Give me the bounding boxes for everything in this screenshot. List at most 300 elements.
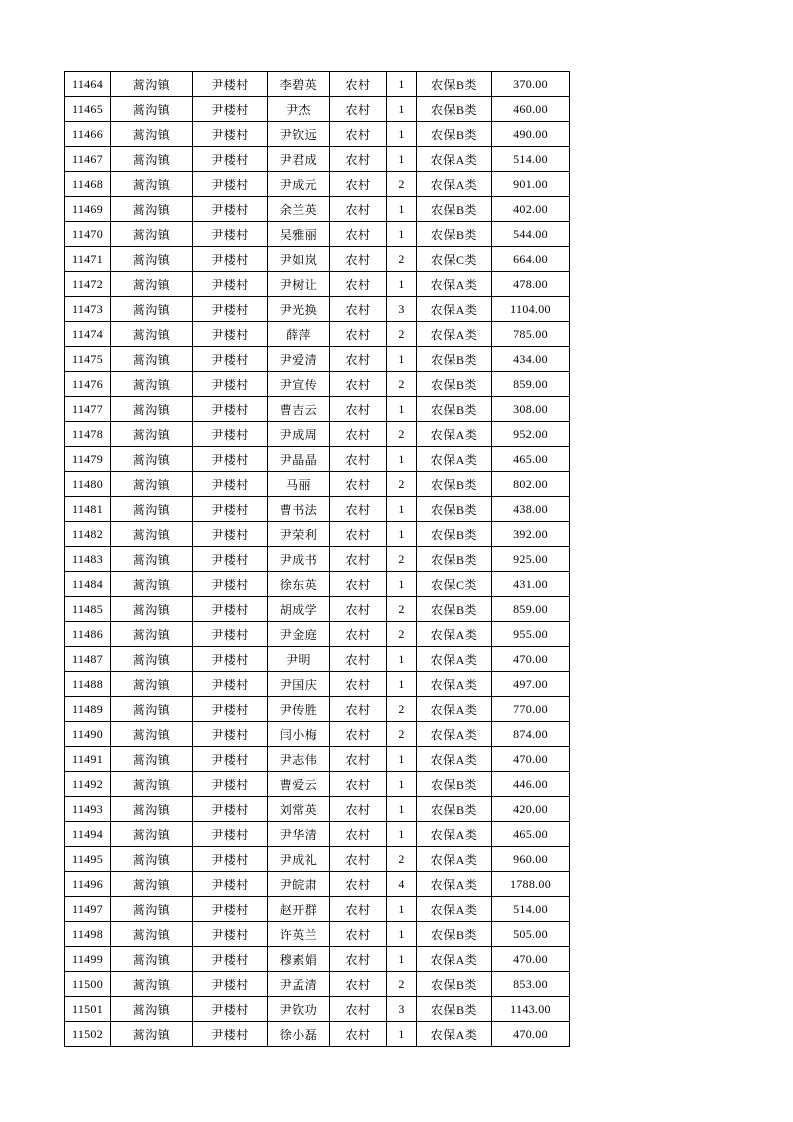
cell-record-id: 11486 [65, 622, 111, 647]
table-row [65, 122, 570, 147]
cell-area-type: 农村 [330, 447, 387, 472]
cell-person-name: 尹志伟 [268, 747, 330, 772]
cell-amount: 465.00 [492, 447, 570, 472]
cell-person-name: 尹成周 [268, 422, 330, 447]
cell-insurance-category: 农保B类 [417, 597, 492, 622]
cell-insurance-category: 农保B类 [417, 397, 492, 422]
cell-amount: 901.00 [492, 172, 570, 197]
cell-insurance-category: 农保B类 [417, 472, 492, 497]
cell-person-name: 尹国庆 [268, 672, 330, 697]
table-row [65, 572, 570, 597]
cell-village: 尹楼村 [193, 897, 268, 922]
cell-person-count: 1 [387, 672, 417, 697]
table-row [65, 522, 570, 547]
table-row [65, 697, 570, 722]
cell-person-name: 尹树让 [268, 272, 330, 297]
cell-person-name: 马丽 [268, 472, 330, 497]
cell-area-type: 农村 [330, 372, 387, 397]
payment-record-table [64, 71, 570, 1047]
cell-area-type: 农村 [330, 947, 387, 972]
cell-person-count: 2 [387, 972, 417, 997]
table-row [65, 497, 570, 522]
cell-record-id: 11466 [65, 122, 111, 147]
cell-town: 蒿沟镇 [111, 597, 193, 622]
cell-person-name: 尹华清 [268, 822, 330, 847]
cell-record-id: 11501 [65, 997, 111, 1022]
cell-area-type: 农村 [330, 297, 387, 322]
cell-record-id: 11488 [65, 672, 111, 697]
cell-person-name: 尹明 [268, 647, 330, 672]
cell-person-name: 穆素娟 [268, 947, 330, 972]
cell-village: 尹楼村 [193, 247, 268, 272]
cell-record-id: 11477 [65, 397, 111, 422]
cell-amount: 960.00 [492, 847, 570, 872]
table-row [65, 772, 570, 797]
cell-amount: 514.00 [492, 897, 570, 922]
cell-town: 蒿沟镇 [111, 522, 193, 547]
cell-record-id: 11499 [65, 947, 111, 972]
cell-town: 蒿沟镇 [111, 97, 193, 122]
cell-area-type: 农村 [330, 172, 387, 197]
table-row [65, 872, 570, 897]
cell-area-type: 农村 [330, 247, 387, 272]
cell-insurance-category: 农保A类 [417, 422, 492, 447]
cell-amount: 859.00 [492, 372, 570, 397]
cell-town: 蒿沟镇 [111, 147, 193, 172]
cell-village: 尹楼村 [193, 597, 268, 622]
cell-record-id: 11485 [65, 597, 111, 622]
cell-insurance-category: 农保A类 [417, 847, 492, 872]
cell-record-id: 11483 [65, 547, 111, 572]
cell-area-type: 农村 [330, 72, 387, 97]
cell-record-id: 11494 [65, 822, 111, 847]
cell-person-count: 2 [387, 622, 417, 647]
cell-record-id: 11491 [65, 747, 111, 772]
cell-record-id: 11467 [65, 147, 111, 172]
cell-area-type: 农村 [330, 647, 387, 672]
cell-village: 尹楼村 [193, 622, 268, 647]
cell-area-type: 农村 [330, 997, 387, 1022]
cell-person-count: 2 [387, 722, 417, 747]
cell-record-id: 11468 [65, 172, 111, 197]
table-row [65, 947, 570, 972]
cell-insurance-category: 农保B类 [417, 72, 492, 97]
cell-person-count: 1 [387, 897, 417, 922]
cell-record-id: 11465 [65, 97, 111, 122]
cell-person-count: 1 [387, 97, 417, 122]
cell-insurance-category: 农保A类 [417, 1022, 492, 1047]
cell-village: 尹楼村 [193, 472, 268, 497]
table-row [65, 347, 570, 372]
cell-area-type: 农村 [330, 572, 387, 597]
cell-area-type: 农村 [330, 522, 387, 547]
cell-insurance-category: 农保A类 [417, 822, 492, 847]
cell-area-type: 农村 [330, 472, 387, 497]
cell-insurance-category: 农保A类 [417, 947, 492, 972]
cell-person-count: 1 [387, 647, 417, 672]
cell-record-id: 11474 [65, 322, 111, 347]
cell-town: 蒿沟镇 [111, 72, 193, 97]
cell-record-id: 11484 [65, 572, 111, 597]
cell-person-count: 1 [387, 497, 417, 522]
cell-amount: 785.00 [492, 322, 570, 347]
cell-record-id: 11490 [65, 722, 111, 747]
cell-person-name: 余兰英 [268, 197, 330, 222]
cell-amount: 370.00 [492, 72, 570, 97]
cell-record-id: 11473 [65, 297, 111, 322]
cell-amount: 470.00 [492, 747, 570, 772]
cell-area-type: 农村 [330, 597, 387, 622]
cell-person-count: 1 [387, 747, 417, 772]
cell-record-id: 11482 [65, 522, 111, 547]
cell-amount: 431.00 [492, 572, 570, 597]
cell-record-id: 11489 [65, 697, 111, 722]
cell-town: 蒿沟镇 [111, 622, 193, 647]
cell-person-name: 尹成元 [268, 172, 330, 197]
cell-village: 尹楼村 [193, 572, 268, 597]
cell-person-count: 1 [387, 447, 417, 472]
cell-insurance-category: 农保C类 [417, 572, 492, 597]
cell-person-count: 1 [387, 772, 417, 797]
cell-village: 尹楼村 [193, 372, 268, 397]
cell-town: 蒿沟镇 [111, 872, 193, 897]
cell-town: 蒿沟镇 [111, 997, 193, 1022]
cell-person-name: 胡成学 [268, 597, 330, 622]
cell-amount: 434.00 [492, 347, 570, 372]
cell-record-id: 11487 [65, 647, 111, 672]
cell-town: 蒿沟镇 [111, 822, 193, 847]
cell-amount: 874.00 [492, 722, 570, 747]
cell-record-id: 11470 [65, 222, 111, 247]
cell-record-id: 11502 [65, 1022, 111, 1047]
cell-area-type: 农村 [330, 547, 387, 572]
cell-person-name: 尹传胜 [268, 697, 330, 722]
cell-town: 蒿沟镇 [111, 197, 193, 222]
cell-area-type: 农村 [330, 397, 387, 422]
cell-person-count: 1 [387, 572, 417, 597]
cell-insurance-category: 农保A类 [417, 647, 492, 672]
cell-record-id: 11497 [65, 897, 111, 922]
cell-amount: 460.00 [492, 97, 570, 122]
cell-insurance-category: 农保B类 [417, 997, 492, 1022]
cell-person-name: 李碧英 [268, 72, 330, 97]
cell-town: 蒿沟镇 [111, 297, 193, 322]
cell-person-name: 尹孟清 [268, 972, 330, 997]
cell-amount: 402.00 [492, 197, 570, 222]
cell-person-count: 1 [387, 347, 417, 372]
table-row [65, 222, 570, 247]
cell-record-id: 11479 [65, 447, 111, 472]
cell-person-count: 2 [387, 422, 417, 447]
cell-town: 蒿沟镇 [111, 672, 193, 697]
cell-person-count: 1 [387, 397, 417, 422]
cell-amount: 514.00 [492, 147, 570, 172]
cell-area-type: 农村 [330, 772, 387, 797]
cell-person-count: 2 [387, 322, 417, 347]
table-row [65, 172, 570, 197]
cell-insurance-category: 农保B类 [417, 122, 492, 147]
cell-village: 尹楼村 [193, 497, 268, 522]
cell-person-name: 刘常英 [268, 797, 330, 822]
cell-person-count: 1 [387, 122, 417, 147]
cell-amount: 853.00 [492, 972, 570, 997]
cell-insurance-category: 农保A类 [417, 297, 492, 322]
cell-amount: 465.00 [492, 822, 570, 847]
table-row [65, 972, 570, 997]
cell-person-name: 尹金庭 [268, 622, 330, 647]
cell-insurance-category: 农保B类 [417, 522, 492, 547]
cell-town: 蒿沟镇 [111, 247, 193, 272]
cell-town: 蒿沟镇 [111, 497, 193, 522]
cell-village: 尹楼村 [193, 847, 268, 872]
cell-person-name: 徐东英 [268, 572, 330, 597]
cell-person-name: 吴雅丽 [268, 222, 330, 247]
cell-area-type: 农村 [330, 847, 387, 872]
cell-person-count: 2 [387, 472, 417, 497]
cell-area-type: 农村 [330, 197, 387, 222]
cell-person-name: 薛萍 [268, 322, 330, 347]
cell-person-name: 闫小梅 [268, 722, 330, 747]
cell-town: 蒿沟镇 [111, 172, 193, 197]
cell-village: 尹楼村 [193, 347, 268, 372]
cell-person-count: 1 [387, 797, 417, 822]
cell-insurance-category: 农保A类 [417, 272, 492, 297]
cell-amount: 490.00 [492, 122, 570, 147]
cell-area-type: 农村 [330, 972, 387, 997]
cell-person-name: 尹光换 [268, 297, 330, 322]
cell-amount: 470.00 [492, 647, 570, 672]
cell-amount: 925.00 [492, 547, 570, 572]
cell-amount: 470.00 [492, 1022, 570, 1047]
cell-person-count: 3 [387, 297, 417, 322]
cell-amount: 952.00 [492, 422, 570, 447]
cell-village: 尹楼村 [193, 1022, 268, 1047]
cell-town: 蒿沟镇 [111, 272, 193, 297]
cell-amount: 802.00 [492, 472, 570, 497]
cell-town: 蒿沟镇 [111, 722, 193, 747]
table-row [65, 672, 570, 697]
cell-village: 尹楼村 [193, 447, 268, 472]
cell-town: 蒿沟镇 [111, 447, 193, 472]
table-row [65, 72, 570, 97]
cell-person-count: 1 [387, 147, 417, 172]
cell-insurance-category: 农保B类 [417, 972, 492, 997]
table-row [65, 747, 570, 772]
cell-village: 尹楼村 [193, 872, 268, 897]
cell-person-name: 尹钦功 [268, 997, 330, 1022]
cell-amount: 770.00 [492, 697, 570, 722]
cell-record-id: 11492 [65, 772, 111, 797]
cell-person-count: 1 [387, 522, 417, 547]
cell-amount: 664.00 [492, 247, 570, 272]
cell-area-type: 农村 [330, 622, 387, 647]
cell-village: 尹楼村 [193, 272, 268, 297]
cell-record-id: 11471 [65, 247, 111, 272]
cell-town: 蒿沟镇 [111, 572, 193, 597]
table-row [65, 597, 570, 622]
cell-insurance-category: 农保B类 [417, 197, 492, 222]
cell-area-type: 农村 [330, 347, 387, 372]
cell-area-type: 农村 [330, 272, 387, 297]
cell-insurance-category: 农保A类 [417, 622, 492, 647]
cell-amount: 859.00 [492, 597, 570, 622]
cell-area-type: 农村 [330, 672, 387, 697]
table-row [65, 197, 570, 222]
cell-area-type: 农村 [330, 747, 387, 772]
cell-person-name: 尹钦远 [268, 122, 330, 147]
cell-person-name: 尹爱清 [268, 347, 330, 372]
cell-insurance-category: 农保B类 [417, 547, 492, 572]
cell-town: 蒿沟镇 [111, 947, 193, 972]
cell-insurance-category: 农保B类 [417, 797, 492, 822]
cell-amount: 470.00 [492, 947, 570, 972]
table-row [65, 397, 570, 422]
cell-person-name: 尹荣利 [268, 522, 330, 547]
cell-village: 尹楼村 [193, 697, 268, 722]
cell-town: 蒿沟镇 [111, 1022, 193, 1047]
cell-insurance-category: 农保A类 [417, 872, 492, 897]
cell-town: 蒿沟镇 [111, 847, 193, 872]
cell-person-count: 1 [387, 1022, 417, 1047]
cell-record-id: 11498 [65, 922, 111, 947]
cell-person-name: 尹成礼 [268, 847, 330, 872]
cell-area-type: 农村 [330, 922, 387, 947]
cell-village: 尹楼村 [193, 522, 268, 547]
cell-amount: 497.00 [492, 672, 570, 697]
cell-village: 尹楼村 [193, 297, 268, 322]
cell-record-id: 11500 [65, 972, 111, 997]
cell-person-count: 2 [387, 847, 417, 872]
cell-person-count: 1 [387, 72, 417, 97]
cell-insurance-category: 农保B类 [417, 772, 492, 797]
cell-town: 蒿沟镇 [111, 472, 193, 497]
cell-town: 蒿沟镇 [111, 797, 193, 822]
cell-person-count: 1 [387, 822, 417, 847]
cell-area-type: 农村 [330, 222, 387, 247]
table-row [65, 97, 570, 122]
cell-village: 尹楼村 [193, 322, 268, 347]
cell-village: 尹楼村 [193, 947, 268, 972]
table-row [65, 997, 570, 1022]
cell-village: 尹楼村 [193, 222, 268, 247]
table-row [65, 322, 570, 347]
cell-person-count: 2 [387, 372, 417, 397]
cell-person-count: 4 [387, 872, 417, 897]
cell-town: 蒿沟镇 [111, 772, 193, 797]
table-row [65, 147, 570, 172]
table-row [65, 247, 570, 272]
cell-person-count: 2 [387, 247, 417, 272]
cell-village: 尹楼村 [193, 822, 268, 847]
cell-town: 蒿沟镇 [111, 697, 193, 722]
cell-area-type: 农村 [330, 1022, 387, 1047]
cell-record-id: 11472 [65, 272, 111, 297]
cell-amount: 392.00 [492, 522, 570, 547]
cell-person-name: 曹书法 [268, 497, 330, 522]
table-row [65, 922, 570, 947]
cell-person-name: 曹吉云 [268, 397, 330, 422]
cell-person-name: 徐小磊 [268, 1022, 330, 1047]
table-row [65, 297, 570, 322]
cell-record-id: 11496 [65, 872, 111, 897]
cell-person-name: 尹皖肃 [268, 872, 330, 897]
cell-village: 尹楼村 [193, 122, 268, 147]
cell-village: 尹楼村 [193, 147, 268, 172]
cell-person-name: 尹杰 [268, 97, 330, 122]
cell-person-name: 赵开群 [268, 897, 330, 922]
cell-town: 蒿沟镇 [111, 347, 193, 372]
cell-town: 蒿沟镇 [111, 422, 193, 447]
cell-record-id: 11495 [65, 847, 111, 872]
cell-area-type: 农村 [330, 697, 387, 722]
cell-amount: 478.00 [492, 272, 570, 297]
cell-town: 蒿沟镇 [111, 897, 193, 922]
cell-amount: 1143.00 [492, 997, 570, 1022]
table-row [65, 372, 570, 397]
cell-village: 尹楼村 [193, 922, 268, 947]
cell-town: 蒿沟镇 [111, 222, 193, 247]
table-row [65, 847, 570, 872]
cell-amount: 1788.00 [492, 872, 570, 897]
cell-area-type: 农村 [330, 322, 387, 347]
cell-village: 尹楼村 [193, 747, 268, 772]
cell-village: 尹楼村 [193, 197, 268, 222]
cell-person-name: 尹如岚 [268, 247, 330, 272]
cell-insurance-category: 农保A类 [417, 697, 492, 722]
cell-area-type: 农村 [330, 872, 387, 897]
cell-person-count: 1 [387, 922, 417, 947]
cell-town: 蒿沟镇 [111, 547, 193, 572]
cell-town: 蒿沟镇 [111, 922, 193, 947]
cell-village: 尹楼村 [193, 422, 268, 447]
cell-person-name: 尹成书 [268, 547, 330, 572]
table-row [65, 1022, 570, 1047]
cell-village: 尹楼村 [193, 72, 268, 97]
cell-amount: 544.00 [492, 222, 570, 247]
cell-insurance-category: 农保B类 [417, 222, 492, 247]
cell-insurance-category: 农保A类 [417, 447, 492, 472]
cell-village: 尹楼村 [193, 972, 268, 997]
cell-amount: 1104.00 [492, 297, 570, 322]
cell-insurance-category: 农保A类 [417, 672, 492, 697]
cell-person-count: 1 [387, 222, 417, 247]
cell-village: 尹楼村 [193, 772, 268, 797]
cell-amount: 420.00 [492, 797, 570, 822]
cell-person-count: 2 [387, 597, 417, 622]
cell-village: 尹楼村 [193, 547, 268, 572]
table-row [65, 472, 570, 497]
cell-town: 蒿沟镇 [111, 122, 193, 147]
cell-insurance-category: 农保A类 [417, 747, 492, 772]
cell-person-name: 许英兰 [268, 922, 330, 947]
table-row [65, 547, 570, 572]
cell-insurance-category: 农保A类 [417, 147, 492, 172]
cell-record-id: 11480 [65, 472, 111, 497]
cell-village: 尹楼村 [193, 97, 268, 122]
cell-amount: 438.00 [492, 497, 570, 522]
cell-record-id: 11475 [65, 347, 111, 372]
cell-area-type: 农村 [330, 822, 387, 847]
table-row [65, 647, 570, 672]
cell-area-type: 农村 [330, 497, 387, 522]
cell-insurance-category: 农保A类 [417, 172, 492, 197]
cell-village: 尹楼村 [193, 647, 268, 672]
cell-insurance-category: 农保B类 [417, 922, 492, 947]
cell-area-type: 农村 [330, 897, 387, 922]
cell-area-type: 农村 [330, 97, 387, 122]
cell-amount: 955.00 [492, 622, 570, 647]
cell-area-type: 农村 [330, 147, 387, 172]
